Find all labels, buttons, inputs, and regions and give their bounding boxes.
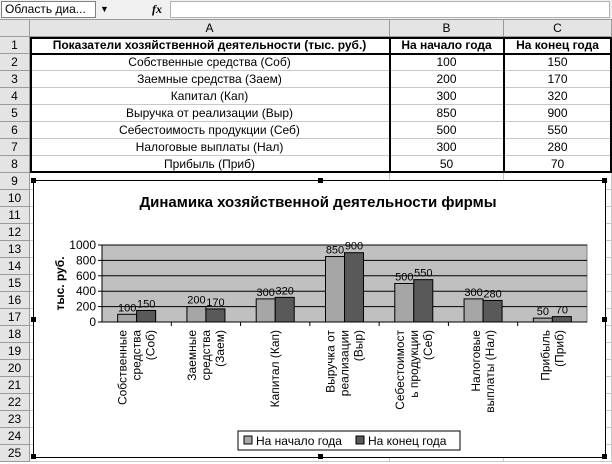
row-header-17[interactable]: 17 (0, 309, 30, 326)
bar-start-3[interactable] (326, 257, 345, 322)
table-cell[interactable]: 900 (504, 105, 612, 122)
table-header-cell[interactable]: На конец года (504, 37, 612, 54)
chart-resize-handle[interactable] (31, 317, 36, 322)
column-header-c[interactable]: C (504, 20, 612, 37)
y-tick-label: 600 (75, 268, 96, 283)
x-category-label: ь продукции (406, 330, 421, 398)
row-header-21[interactable]: 21 (0, 377, 30, 394)
row-header-1[interactable]: 1 (0, 37, 30, 54)
x-category-label: (Приб) (552, 330, 567, 367)
data-label: 170 (206, 296, 225, 309)
table-header-cell[interactable]: На начало года (390, 37, 504, 54)
y-tick-label: 200 (75, 299, 96, 314)
bar-end-6[interactable] (552, 317, 571, 322)
bar-start-5[interactable] (464, 299, 483, 322)
row-header-23[interactable]: 23 (0, 411, 30, 428)
row-header-18[interactable]: 18 (0, 326, 30, 343)
row-header-3[interactable]: 3 (0, 71, 30, 88)
table-cell[interactable]: Налоговые выплаты (Нал) (30, 139, 390, 156)
row-header-14[interactable]: 14 (0, 258, 30, 275)
row-header-7[interactable]: 7 (0, 139, 30, 156)
table-cell[interactable]: Заемные средства (Заем) (30, 71, 390, 88)
x-category-label: Заемные (184, 330, 199, 381)
table-cell[interactable]: 170 (504, 71, 612, 88)
y-tick-label: 400 (75, 284, 96, 299)
chart-resize-handle[interactable] (31, 454, 36, 459)
row-header-9[interactable]: 9 (0, 173, 30, 190)
chart-area[interactable] (33, 180, 606, 458)
data-label: 70 (555, 304, 568, 317)
table-cell[interactable]: 300 (390, 88, 504, 105)
x-category-label: Выручка от (323, 330, 338, 393)
data-label: 200 (187, 294, 206, 307)
bar-end-2[interactable] (275, 297, 294, 322)
x-category-label: средства (198, 330, 213, 381)
table-cell[interactable]: 100 (390, 54, 504, 71)
table-cell[interactable]: Себестоимость продукции (Себ) (30, 122, 390, 139)
formula-bar (0, 0, 612, 20)
table-cell[interactable]: Собственные средства (Соб) (30, 54, 390, 71)
y-tick-label: 1000 (69, 238, 96, 252)
legend-swatch (356, 436, 364, 444)
x-category-label: (Соб) (143, 330, 158, 361)
data-label: 280 (483, 288, 502, 301)
chart-resize-handle[interactable] (318, 178, 323, 183)
table-cell[interactable]: 280 (504, 139, 612, 156)
row-header-24[interactable]: 24 (0, 428, 30, 445)
bar-end-5[interactable] (483, 300, 502, 322)
x-category-label: (Себ) (420, 330, 435, 361)
row-header-8[interactable]: 8 (0, 156, 30, 173)
data-label: 850 (325, 244, 345, 257)
x-category-label: Собственные (115, 330, 130, 406)
bar-start-0[interactable] (118, 314, 137, 322)
y-tick-label: 0 (89, 315, 96, 329)
row-header-2[interactable]: 2 (0, 54, 30, 71)
legend-label: На начало года (256, 434, 342, 448)
table-cell[interactable]: 550 (504, 122, 612, 139)
table-cell[interactable]: 150 (504, 54, 612, 71)
table-cell[interactable]: 50 (390, 156, 504, 173)
select-all-corner[interactable] (0, 20, 30, 37)
function-icon[interactable]: fx (152, 2, 162, 16)
data-label: 500 (395, 271, 414, 284)
table-cell[interactable]: 850 (390, 105, 504, 122)
row-header-25[interactable]: 25 (0, 445, 30, 462)
data-label: 300 (256, 286, 275, 299)
chart-resize-handle[interactable] (602, 317, 607, 322)
table-cell[interactable]: 70 (504, 156, 612, 173)
table-cell[interactable]: Капитал (Кап) (30, 88, 390, 105)
data-label: 320 (275, 285, 294, 298)
chart-resize-handle[interactable] (602, 454, 607, 459)
bar-chart[interactable] (34, 181, 605, 457)
row-header-4[interactable]: 4 (0, 88, 30, 105)
table-cell[interactable]: Выручка от реализации (Выр) (30, 105, 390, 122)
bar-start-6[interactable] (533, 318, 552, 322)
x-category-label: реализации (337, 330, 352, 397)
column-header-b[interactable]: B (390, 20, 504, 37)
row-header-22[interactable]: 22 (0, 394, 30, 411)
data-label: 50 (536, 306, 549, 319)
bar-end-1[interactable] (206, 309, 225, 322)
row-header-20[interactable]: 20 (0, 360, 30, 377)
row-header-19[interactable]: 19 (0, 343, 30, 360)
data-label: 150 (136, 298, 156, 311)
x-category-label: Налоговые (469, 330, 484, 392)
table-cell[interactable]: 320 (504, 88, 612, 105)
row-header-12[interactable]: 12 (0, 224, 30, 241)
data-label: 100 (117, 302, 137, 315)
table-cell[interactable]: 300 (390, 139, 504, 156)
data-label: 900 (344, 240, 364, 253)
bar-start-1[interactable] (187, 307, 206, 322)
data-label: 300 (464, 286, 483, 299)
formula-input[interactable] (170, 1, 610, 18)
chart-resize-handle[interactable] (31, 178, 36, 183)
table-header-cell[interactable]: Показатели хозяйственной деятельности (тыс. руб.) (30, 37, 390, 54)
bar-end-0[interactable] (137, 310, 156, 322)
row-header-13[interactable]: 13 (0, 241, 30, 258)
table-cell[interactable]: Прибыль (Приб) (30, 156, 390, 173)
row-header-16[interactable]: 16 (0, 292, 30, 309)
y-tick-label: 800 (75, 253, 96, 268)
x-category-label: (Заем) (212, 330, 227, 367)
data-label: 550 (414, 267, 433, 280)
table-cell[interactable]: 500 (390, 122, 504, 139)
row-header-5[interactable]: 5 (0, 105, 30, 122)
x-category-label: Прибыль (538, 330, 553, 381)
row-header-10[interactable]: 10 (0, 190, 30, 207)
x-category-label: Себестоимост (392, 330, 407, 410)
name-box[interactable]: Область диа... (1, 1, 96, 18)
x-category-label: средства (129, 330, 144, 381)
row-header-15[interactable]: 15 (0, 275, 30, 292)
table-cell[interactable]: 200 (390, 71, 504, 88)
legend-label: На конец года (368, 434, 447, 448)
bar-end-3[interactable] (345, 253, 364, 322)
chart-title: Динамика хозяйственной деятельности фирмы (139, 194, 497, 211)
row-header-11[interactable]: 11 (0, 207, 30, 224)
x-category-label: выплаты (Нал) (483, 330, 498, 413)
name-box-dropdown-icon[interactable]: ▼ (100, 4, 109, 14)
x-category-label: (Выр) (351, 330, 366, 362)
y-axis-label: тыс. руб. (53, 256, 67, 311)
bar-end-4[interactable] (414, 280, 433, 322)
bar-start-4[interactable] (395, 284, 414, 323)
chart-resize-handle[interactable] (602, 178, 607, 183)
column-header-a[interactable]: A (30, 20, 390, 37)
chart-resize-handle[interactable] (318, 454, 323, 459)
x-category-label: Капитал (Кап) (268, 330, 283, 408)
legend-swatch (244, 436, 252, 444)
row-header-6[interactable]: 6 (0, 122, 30, 139)
bar-start-2[interactable] (256, 299, 275, 322)
